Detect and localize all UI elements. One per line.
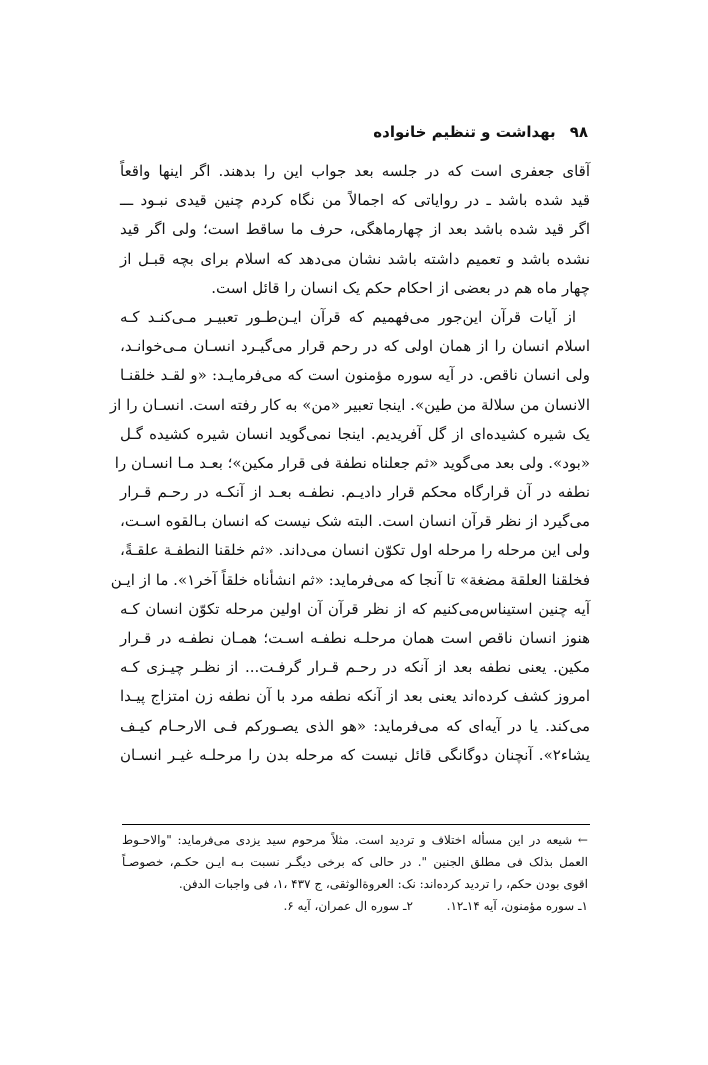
- text-line: امروز کشف کرده‌اند یعنی بعد از آنکه نطفه مرد با آن نطفه زن امتزاج پیـدا: [120, 687, 590, 706]
- running-header: [118, 118, 588, 146]
- body-text: [109, 157, 590, 770]
- text-line: یک شیره کشیده‌ای از گل آفریدیم. اینجا نمی‌گوید انسان شیره کشیده گـل: [120, 424, 590, 443]
- footnote-line: ← شیعه در این مسأله اختلاف و تردید است. مثلاً مرحوم سید یزدی می‌فرماید: "والاحـوط: [122, 833, 588, 847]
- text-line: می‌کند. یا در آیه‌ای که می‌فرماید: «هو الذی یصـورکم فـی الارحـام کیـف: [120, 716, 590, 735]
- text-line: از آیات قرآن این‌جور می‌فهمیم که قرآن ایـن‌طـور تعبیـر مـی‌کنـد کـه: [120, 307, 576, 326]
- text-line: نشده باشد و تعمیم داشته باشد نشان می‌دهد که اسلام برای بچه قبـل از: [120, 249, 590, 268]
- text-line: هنوز انسان ناقص است همان مرحلـه نطفـه اسـت؛ همـان نطفـه در قـرار: [120, 629, 590, 647]
- text-line: الانسان من سلالة من طین». اینجا تعبیر «من» به کار رفته است. انسـان را از: [109, 395, 590, 414]
- text-line: آیه چنین استیناس‌می‌کنیم که از نظر قرآن آن اولین مرحله تکوّن انسان کـه: [120, 599, 590, 618]
- chapter-title: بهداشت و تنظیم خانواده: [373, 123, 556, 141]
- footnote-references: [122, 895, 588, 917]
- text-line: چهار ماه هم در بعضی از احکام حکم یک انسان را قائل است.: [211, 278, 590, 297]
- text-line: ولی انسان ناقص. در آیه سوره مؤمنون است که می‌فرمایـد: «و لقـد خلقنـا: [120, 366, 590, 385]
- text-line: فخلقنا العلقة مضغة» تا آنجا که می‌فرماید: «ثم انشأناه خلقاً آخر۱». ما از ایـن: [110, 570, 590, 589]
- page-number: ۹۸: [569, 123, 588, 141]
- footnote-divider: [122, 824, 590, 825]
- text-line: اگر قید شده باشد بعد از چهارماهگی، حرف ما ساقط است؛ ولی اگر قید: [120, 220, 590, 239]
- footnote-ref-1: ۱ـ سوره مؤمنون، آیه ۱۴ـ۱۲.: [446, 899, 588, 913]
- text-line: مکین. یعنی نطفه بعد از آنکه در رحـم قـرار گرفـت... از نظـر چیـزی کـه: [120, 658, 590, 677]
- text-line: قید شده باشد ـ در روایاتی که اجمالاً من نگاه کردم چنین قیدی نبـود ـــ: [120, 191, 590, 210]
- text-line: ولی این مرحله را مرحله اول تکوّن انسان می‌داند. «ثم خلقنا النطفـة علقـةً،: [120, 541, 590, 560]
- text-line: نطفه در آن قرارگاه محکم قرار دادیـم. نطفـه بعـد از آنکـه در رحـم قـرار: [120, 483, 590, 502]
- text-line: آقای جعفری است که در جلسه بعد جواب این را بدهند. اگر اینها واقعاً: [120, 162, 590, 180]
- footnote-ref-2: ۲ـ سوره ال عمران، آیه ۶.: [283, 899, 413, 913]
- footnote-line: العمل بذلک فی مطلق الجنین ". در حالی که برخی دیگـر نسبت بـه ایـن حکـم، خصوصـاً: [122, 855, 588, 869]
- text-line: یشاء۲». آنچنان دوگانگی قائل نیست که مرحله بدن را مرحلـه غیـر انسـان: [120, 745, 590, 764]
- text-line: می‌گیرد از نظر قرآن انسان است. البته شک نیست که انسان بـالقوه اسـت،: [120, 512, 590, 531]
- footnotes: [122, 829, 588, 917]
- text-line: اسلام انسان را از همان اولی که در رحم قرار می‌گیـرد انسـان مـی‌خوانـد،: [120, 337, 590, 356]
- footnote-line: اقوی بودن حکم، را تردید کرده‌اند: نک: العروة‌الوثقی، ج ۴۳۷ ،۱، فی واجبات الدفن.: [178, 877, 588, 891]
- text-line: «بود». ولی بعد می‌گوید «ثم جعلناه نطفة فی قرار مکین»؛ بعـد مـا انسـان را: [114, 453, 590, 472]
